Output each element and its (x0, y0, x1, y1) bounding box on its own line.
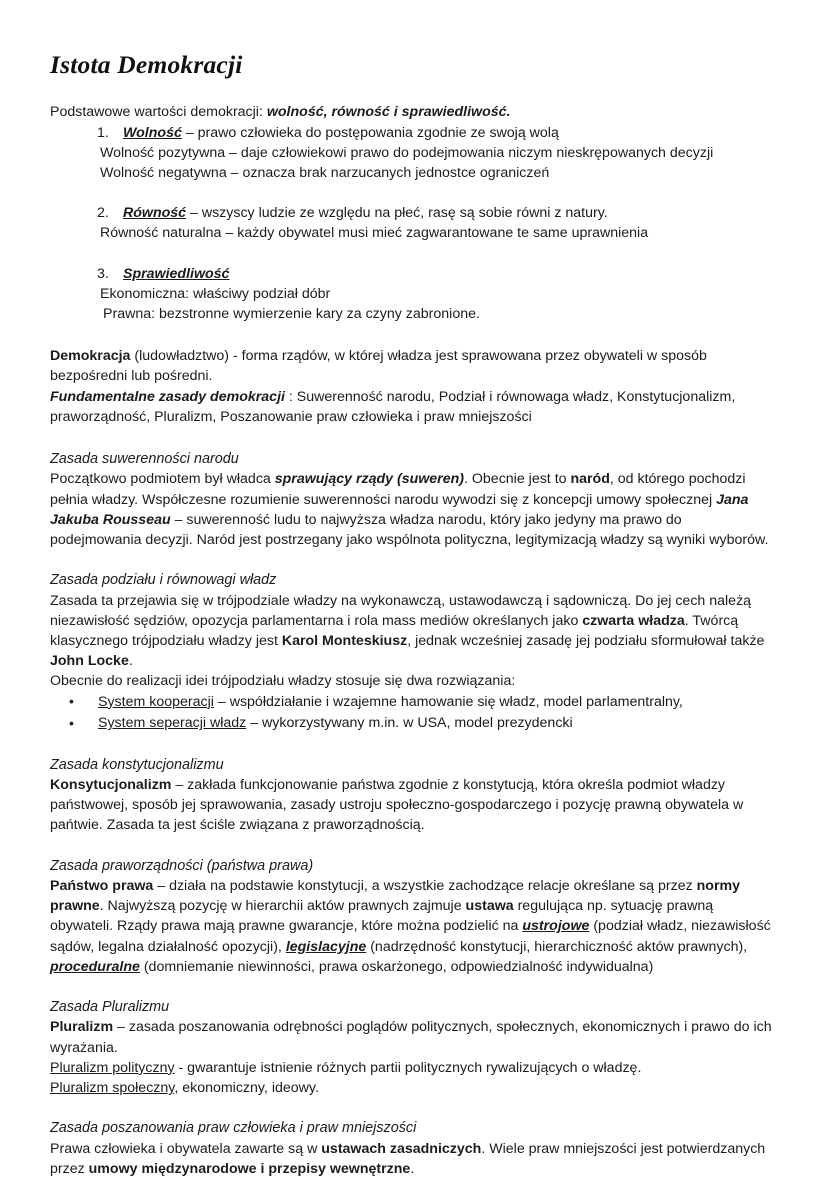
bullet-rest: – współdziałanie i wzajemne hamowanie się władz, model parlamentralny, (213, 693, 683, 710)
spacer (50, 427, 776, 449)
emphasis-text: legislacyjne (285, 938, 367, 955)
emphasis-text: ustawa (465, 898, 514, 915)
list-item (50, 264, 776, 284)
intro-lead-plain: Podstawowe wartości demokracji: (50, 104, 267, 121)
emphasis-text: Jana Jakuba Rousseau (50, 491, 749, 528)
value-sub-line: Ekonomiczna: właściwy podział dóbr (100, 285, 331, 302)
core-values-list-2 (50, 203, 776, 223)
list-marker: 2. (97, 205, 109, 222)
core-values-list (50, 123, 776, 143)
spacer (50, 836, 776, 856)
emphasis-text: sprawujący rządy (suweren) (274, 471, 464, 488)
value-term: Sprawiedliwość (123, 265, 230, 282)
plain-text: . Twórcą klasycznego trójpodziału władzy jest (50, 612, 739, 649)
democracy-definition (50, 346, 776, 386)
intro-lead (50, 102, 776, 122)
fundamental-principles (50, 387, 776, 427)
section-body-pluralism (50, 1017, 776, 1057)
pluralism-political-term: Pluralizm polityczny (50, 1059, 175, 1076)
section-heading-rule-of-law: Zasada praworządności (państwa prawa) (50, 857, 314, 874)
page-title: Istota Demokracji (50, 50, 243, 79)
spacer (50, 1098, 776, 1118)
value-sub-line: Równość naturalna – każdy obywatel musi mieć zagwarantowane te same uprawnienia (100, 225, 649, 242)
section-heading-sovereignty: Zasada suwerenności narodu (50, 450, 239, 467)
core-values-list-3 (50, 264, 776, 284)
pluralism-social-term: Pluralizm społeczny (50, 1080, 175, 1097)
value-definition: – wszyscy ludzie ze względu na płeć, rasę są sobie równi z natury. (186, 205, 608, 222)
bullet-rest: – wykorzystywany m.in. w USA, model prezydencki (246, 715, 573, 732)
definition-body: (ludowładztwo) - forma rządów, w której władza jest sprawowana przez obywateli w sposób bezpośredni lub pośredni. (50, 348, 707, 385)
definition-term: Demokracja (50, 348, 131, 365)
plain-text: . Wiele praw mniejszości jest potwierdzanych przez (50, 1140, 766, 1177)
plain-text: , od którego pochodzi pełnia władzy. Współczesne rozumienie suwerenności narodu wywodzi się z koncepcji umowy społecznej (50, 471, 746, 508)
plain-text: . Obecnie jest to (464, 471, 571, 488)
section-heading-human-rights: Zasada poszanowania praw człowieka i praw mniejszości (50, 1120, 417, 1137)
pluralism-political-rest: - gwarantuje istnienie różnych partii politycznych rywalizujących o władzę. (174, 1059, 642, 1076)
list-marker: 1. (97, 124, 109, 141)
emphasis-text: John Locke (50, 653, 129, 670)
section-body-separation (50, 591, 776, 672)
plain-text: Zasada ta przejawia się w trójpodziale władzy na wykonawczą, ustawodawczą i sądowniczą. Do jej cech należą niezawisłość sędziów, opozycja parlamentarna i rola mass mediów określanych jako (50, 592, 752, 629)
bullet-icon: • (69, 693, 74, 710)
emphasis-text: ustawach zasadniczych (321, 1140, 482, 1157)
plain-text: (podział władz, niezawisłość sądów, legalna działalność opozycji), (50, 918, 771, 955)
emphasis-text: Konsytucjonalizm (50, 777, 172, 793)
list-item (50, 123, 776, 143)
emphasis-text: Państwo prawa (50, 878, 154, 895)
section-body-constitutionalism (50, 775, 776, 836)
emphasis-text: naród (570, 471, 610, 488)
value-sub-line: Prawna: bezstronne wymierzenie kary za czyny zabronione. (103, 305, 480, 322)
plain-text: , jednak wcześniej zasadę jej podziału sformułował także (407, 632, 765, 649)
value-term: Równość (123, 205, 187, 222)
plain-text: regulująca np. sytuację prawną obywateli. Rządy prawa mają prawne gwarancje, które można podzielić na (50, 898, 714, 935)
section-body-human-rights (50, 1139, 776, 1179)
section-body-sovereignty (50, 469, 776, 550)
plain-text: Prawa człowieka i obywatela zawarte są w (50, 1140, 322, 1157)
bullet-term: System kooperacji (98, 693, 214, 710)
plain-text: Początkowo podmiotem był władca (50, 471, 275, 488)
list-marker: 3. (97, 265, 109, 282)
emphasis-text: umowy międzynarodowe i przepisy wewnętrzne (88, 1160, 411, 1177)
bullet-icon: • (69, 714, 74, 731)
value-sub-line: Wolność negatywna – oznacza brak narzucanych jednostce ograniczeń (100, 164, 550, 181)
emphasis-text: Pluralizm (50, 1019, 114, 1036)
list-item (50, 692, 776, 714)
spacer (50, 183, 776, 203)
separation-systems-list (50, 692, 776, 735)
emphasis-text: czwarta władza (582, 612, 685, 629)
plain-text: – działa na podstawie konstytucji, a wszystkie zachodzące relacje określane są przez (153, 878, 697, 895)
plain-text: (domniemanie niewinności, prawa oskarżonego, odpowiedzialność indywidualna) (139, 958, 654, 975)
spacer (50, 977, 776, 997)
list-item (50, 713, 776, 735)
plain-text: . Najwyższą pozycję w hierarchii aktów prawnych zajmuje (99, 898, 466, 915)
spacer (50, 324, 776, 346)
pluralism-social-line (50, 1078, 776, 1098)
section-after-body-separation: Obecnie do realizacji idei trójpodziału władzy stosuje się dwa rozwiązania: (50, 673, 516, 690)
plain-text: – suwerenność ludu to najwyższa władza narodu, który jako jedyny ma prawo do podejmowania decyzji. Naród jest postrzegany jako wspólnota polityczna, legitymizacją władzy są wyniki wyborów. (50, 511, 769, 548)
spacer (50, 735, 776, 755)
plain-text: (nadrzędność konstytucji, hierarchiczność aktów prawnych), (366, 938, 748, 955)
principles-body: : Suwerenność narodu, Podział i równowaga władz, Konstytucjonalizm, praworządność, Pluralizm, Poszanowanie praw człowieka i praw mniejszości (50, 388, 736, 425)
value-definition: – prawo człowieka do postępowania zgodnie ze swoją wolą (181, 124, 559, 141)
spacer (50, 550, 776, 570)
plain-text: . (128, 653, 133, 670)
emphasis-text: Karol Monteskiusz (281, 632, 408, 649)
plain-text: – zasada poszanowania odrębności poglądów politycznych, społecznych, ekonomicznych i prawo do ich wyrażania. (50, 1019, 772, 1056)
pluralism-social-rest: , ekonomiczny, ideowy. (174, 1080, 319, 1097)
section-heading-pluralism: Zasada Pluralizmu (50, 999, 170, 1016)
principles-label: Fundamentalne zasady demokracji (50, 388, 285, 405)
emphasis-text: normy prawne (50, 878, 740, 915)
value-term: Wolność (123, 124, 182, 141)
section-heading-separation: Zasada podziału i równowagi władz (50, 572, 277, 589)
list-item (50, 203, 776, 223)
plain-text: – zakłada funkcjonowanie państwa zgodnie z konstytucją, która określa podmiot władzy państwowej, sposób jej sprawowania, zasady ustroju społeczno-gospodarczego i pozycję prawną obywatela w pańtwie. Zasada ta jest ściśle związana z praworządnością. (50, 777, 744, 834)
section-heading-constitutionalism: Zasada konstytucjonalizmu (50, 756, 224, 773)
pluralism-political-line (50, 1058, 776, 1078)
emphasis-text: proceduralne (50, 958, 140, 975)
value-sub-line: Wolność pozytywna – daje człowiekowi prawo do podejmowania niczym nieskrępowanych decyzji (100, 144, 714, 161)
plain-text: . (410, 1160, 415, 1177)
emphasis-text: ustrojowe (522, 918, 590, 935)
intro-lead-emphasis: wolność, równość i sprawiedliwość. (266, 104, 511, 121)
section-body-rule-of-law (50, 876, 776, 977)
spacer (50, 244, 776, 264)
bullet-term: System seperacji władz (98, 715, 247, 732)
